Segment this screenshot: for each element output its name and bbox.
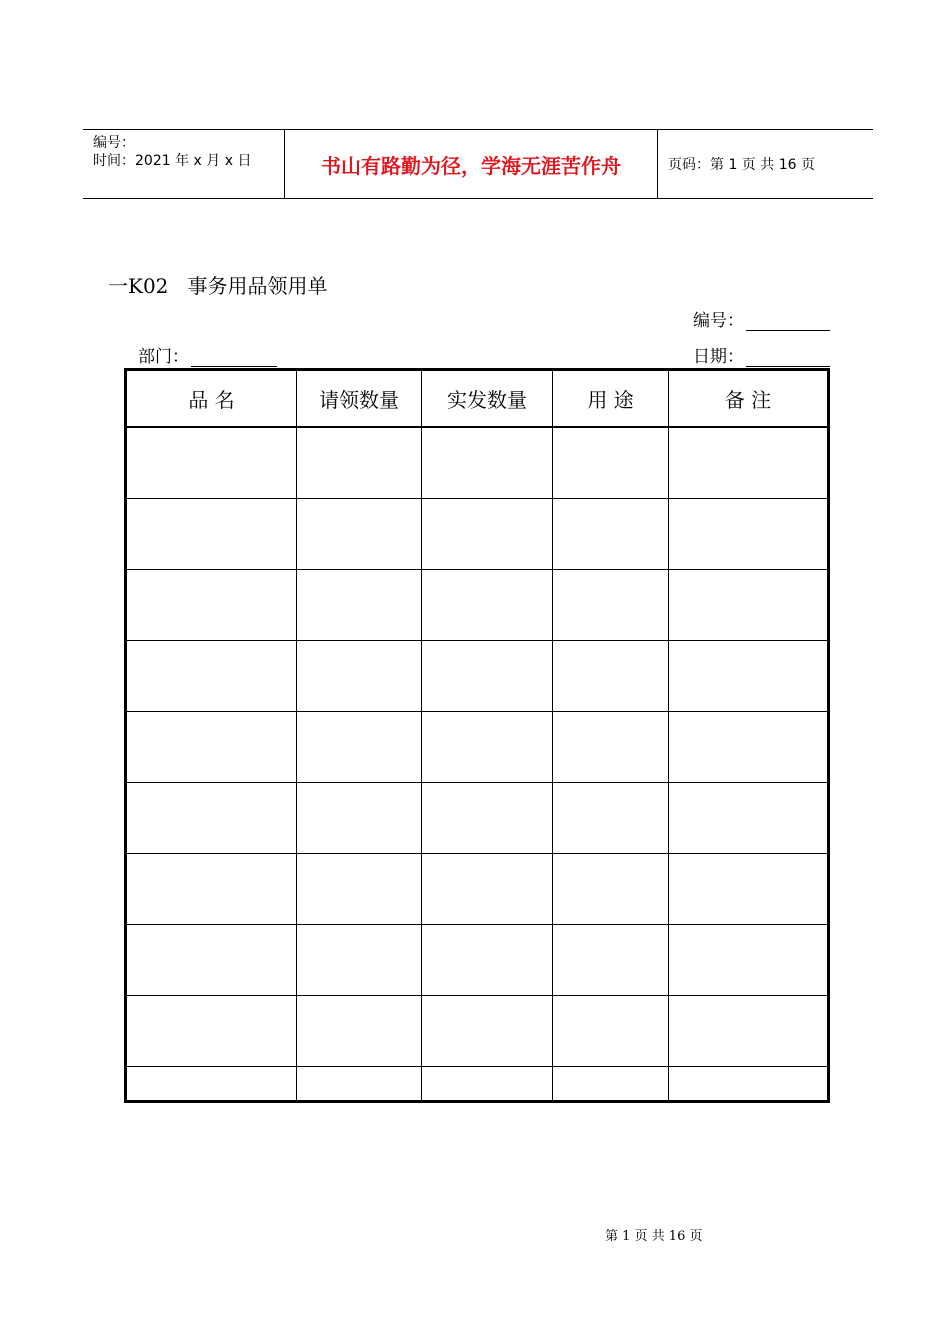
- table-cell[interactable]: [669, 1067, 829, 1102]
- table-cell[interactable]: [126, 641, 297, 712]
- table-cell[interactable]: [126, 996, 297, 1067]
- table-cell[interactable]: [126, 925, 297, 996]
- table-row: [126, 996, 829, 1067]
- header-meta: [93, 134, 251, 170]
- table-row: [126, 712, 829, 783]
- table-cell[interactable]: [126, 712, 297, 783]
- header-divider: [657, 130, 658, 198]
- header-number-label: 编号：: [93, 135, 135, 151]
- table-cell[interactable]: [422, 641, 553, 712]
- table-cell[interactable]: [553, 1067, 669, 1102]
- form-date-label: 日期：: [693, 347, 744, 367]
- table-cell[interactable]: [297, 854, 422, 925]
- table-cell[interactable]: [422, 427, 553, 499]
- table-cell[interactable]: [297, 783, 422, 854]
- table-cell[interactable]: [553, 427, 669, 499]
- table-cell[interactable]: [669, 854, 829, 925]
- table-cell[interactable]: [553, 996, 669, 1067]
- table-cell[interactable]: [553, 783, 669, 854]
- column-header-item-name: 品 名: [126, 370, 297, 428]
- column-header-issued-qty: 实发数量: [422, 370, 553, 428]
- table-header-row: [126, 370, 829, 428]
- table-row: [126, 783, 829, 854]
- table-cell[interactable]: [553, 641, 669, 712]
- table-row: [126, 641, 829, 712]
- table-cell[interactable]: [297, 925, 422, 996]
- header-time-label: 时间：2021 年 x 月 x 日: [93, 153, 252, 169]
- table-cell[interactable]: [297, 570, 422, 641]
- table-row: [126, 925, 829, 996]
- table-cell[interactable]: [126, 499, 297, 570]
- table-row: [126, 570, 829, 641]
- header-motto: 书山有路勤为径，学海无涯苦作舟: [321, 153, 621, 178]
- table-row: [126, 427, 829, 499]
- table-cell[interactable]: [126, 427, 297, 499]
- table-cell[interactable]: [126, 1067, 297, 1102]
- table-cell[interactable]: [669, 996, 829, 1067]
- table-cell[interactable]: [422, 783, 553, 854]
- table-row: [126, 1067, 829, 1102]
- column-header-requested-qty: 请领数量: [297, 370, 422, 428]
- form-dept-label: 部门：: [138, 347, 189, 367]
- table-cell[interactable]: [553, 854, 669, 925]
- table-cell[interactable]: [297, 712, 422, 783]
- table-cell[interactable]: [297, 641, 422, 712]
- table-cell[interactable]: [126, 570, 297, 641]
- form-code-field: [693, 306, 830, 331]
- table-cell[interactable]: [669, 925, 829, 996]
- table-cell[interactable]: [669, 783, 829, 854]
- table-cell[interactable]: [422, 1067, 553, 1102]
- table-cell[interactable]: [297, 499, 422, 570]
- table-cell[interactable]: [669, 427, 829, 499]
- table-cell[interactable]: [422, 712, 553, 783]
- table-cell[interactable]: [553, 570, 669, 641]
- table-cell[interactable]: [553, 499, 669, 570]
- table-cell[interactable]: [297, 996, 422, 1067]
- table-cell[interactable]: [553, 712, 669, 783]
- page-footer: 第 1 页 共 16 页: [605, 1229, 703, 1244]
- form-date-blank[interactable]: [746, 350, 830, 367]
- table-cell[interactable]: [553, 925, 669, 996]
- form-dept-blank[interactable]: [191, 350, 277, 367]
- table-cell[interactable]: [126, 854, 297, 925]
- table-cell[interactable]: [126, 783, 297, 854]
- table-cell[interactable]: [297, 1067, 422, 1102]
- table-cell[interactable]: [669, 499, 829, 570]
- table-cell[interactable]: [422, 925, 553, 996]
- table-cell[interactable]: [422, 570, 553, 641]
- form-code-blank[interactable]: [746, 314, 830, 331]
- column-header-remarks: 备 注: [669, 370, 829, 428]
- table-cell[interactable]: [669, 641, 829, 712]
- table-cell[interactable]: [422, 499, 553, 570]
- table-cell[interactable]: [669, 570, 829, 641]
- document-header: [83, 129, 873, 199]
- table-cell[interactable]: [297, 427, 422, 499]
- table-cell[interactable]: [422, 854, 553, 925]
- header-page-info: 页码：第 1 页 共 16 页: [668, 157, 815, 173]
- table-cell[interactable]: [422, 996, 553, 1067]
- form-dept-field: [138, 342, 277, 367]
- form-title: 一K02 事务用品领用单: [108, 274, 328, 298]
- column-header-purpose: 用 途: [553, 370, 669, 428]
- requisition-table: [124, 368, 830, 1103]
- table-row: [126, 854, 829, 925]
- form-code-label: 编号：: [693, 311, 744, 331]
- form-date-field: [693, 342, 830, 367]
- table-cell[interactable]: [669, 712, 829, 783]
- table-row: [126, 499, 829, 570]
